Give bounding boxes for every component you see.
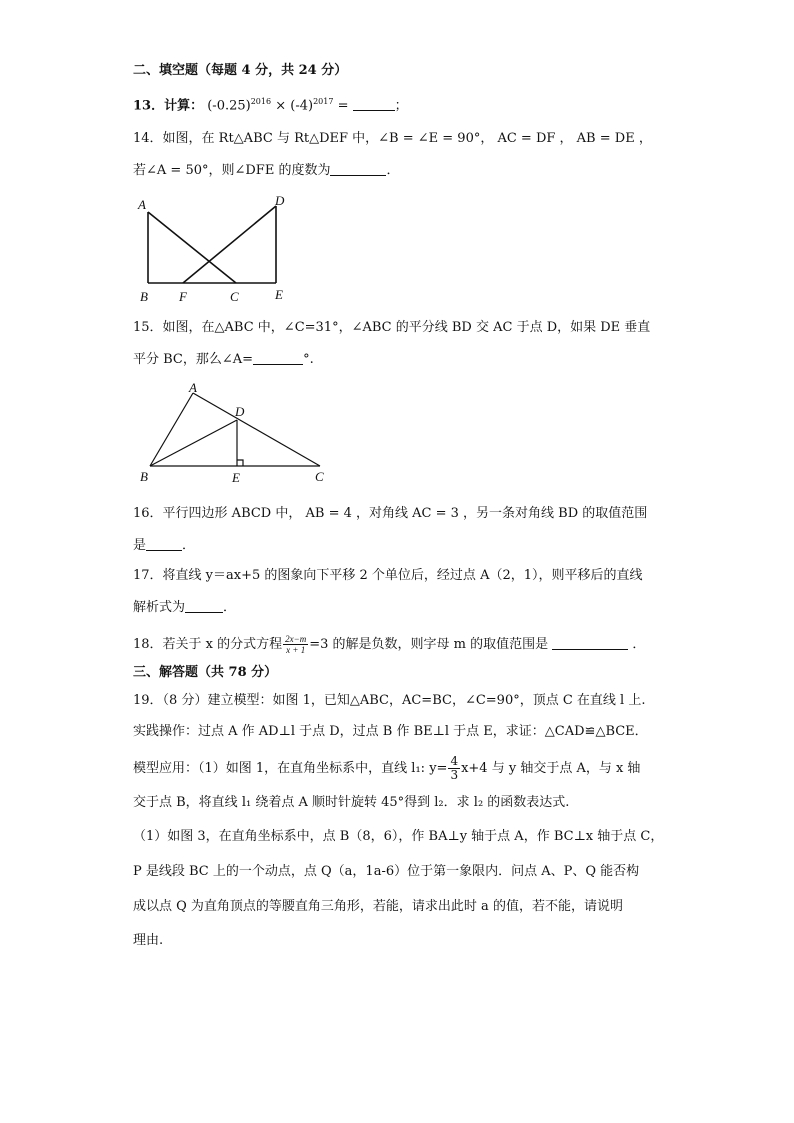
question-19-line5: （1）如图 3，在直角坐标系中，点 B（8，6），作 BA⊥y 轴于点 A，作 BC⊥x 轴于点 C，	[133, 829, 664, 844]
q19-numerator: 4	[450, 754, 459, 768]
segment-ac	[193, 393, 320, 466]
label-C: C	[230, 289, 239, 304]
q18-answer-blank[interactable]	[552, 635, 628, 650]
q13-base2: (-4)	[290, 98, 314, 114]
label-B: B	[140, 289, 148, 304]
label-B: B	[140, 469, 148, 484]
q13-exp2: 2017	[313, 97, 334, 106]
segment-ac	[148, 212, 236, 283]
q13-equals: =	[337, 98, 353, 114]
q13-number: 13．计算：	[133, 98, 204, 114]
q19-denominator: 3	[450, 768, 459, 782]
q13-suffix: ；	[394, 98, 408, 114]
question-17-line2	[133, 598, 236, 617]
label-A: A	[138, 197, 146, 212]
q14-answer-blank[interactable]	[330, 161, 386, 176]
right-angle-mark	[237, 460, 243, 466]
question-19-line3	[133, 755, 640, 782]
question-19-line6: P 是线段 BC 上的一个动点，点 Q（a，1a-6）位于第一象限内．问点 A、P、Q 能否构	[133, 864, 640, 879]
q15-answer-blank[interactable]	[253, 350, 303, 365]
question-19-line7: 成以点 Q 为直角顶点的等腰直角三角形，若能，请求出此时 a 的值，若不能，请说明	[133, 899, 623, 914]
question-19-line1: 19．（8 分）建立模型：如图 1，已知△ABC，AC=BC，∠C=90°，顶点 C 在直线 l 上.	[133, 693, 646, 708]
q15-suffix: °.	[303, 352, 314, 367]
question-19-line8: 理由.	[133, 933, 164, 948]
q13-times: ×	[275, 98, 287, 114]
question-19-line4: 交于点 B，将直线 l₁ 绕着点 A 顺时针旋转 45°得到 l₂．求 l₂ 的函数表达式.	[133, 795, 570, 810]
question-14-line1: 14．如图，在 Rt△ABC 与 Rt△DEF 中，∠B = ∠E = 90°， AC = DF ， AB = DE ，	[133, 131, 652, 146]
q18-denominator: x + 1	[286, 645, 306, 655]
q19-text-a: 模型应用：（1）如图 1，在直角坐标系中，直线 l₁: y=	[133, 761, 448, 776]
q13-base1: (-0.25)	[207, 98, 251, 114]
label-A: A	[189, 380, 197, 395]
segment-df	[183, 206, 276, 283]
label-E: E	[275, 287, 283, 302]
q17-text: 解析式为	[133, 600, 186, 615]
question-15-line1: 15．如图，在△ABC 中，∠C=31°，∠ABC 的平分线 BD 交 AC 于点 D，如果 DE 垂直	[133, 320, 651, 335]
label-D: D	[275, 193, 285, 208]
section-heading-fill-in: 二、填空题（每题 4 分，共 24 分）	[133, 63, 348, 78]
q18-suffix: ．	[632, 637, 646, 652]
q18-fraction	[283, 634, 308, 655]
q15-text: 平分 BC，那么∠A=	[133, 352, 254, 367]
q16-suffix: ．	[182, 538, 196, 553]
question-14-line2	[133, 161, 399, 180]
label-F: F	[179, 289, 187, 304]
question-19-line2: 实践操作：过点 A 作 AD⊥l 于点 D，过点 B 作 BE⊥l 于点 E，求证：△CAD≌△BCE．	[133, 724, 648, 739]
q18-text: 18．若关于 x 的分式方程	[133, 637, 283, 652]
question-18	[133, 634, 645, 655]
q13-exp1: 2016	[250, 97, 272, 106]
figure-q14	[135, 193, 295, 308]
q19-text-b: x+4 与 y 轴交于点 A，与 x 轴	[461, 761, 641, 776]
figure-q15	[135, 380, 335, 485]
q14-text: 若∠A = 50°，则∠DFE 的度数为	[133, 163, 331, 178]
q16-text: 是	[133, 538, 147, 553]
question-16-line1: 16．平行四边形 ABCD 中， AB = 4 ，对角线 AC = 3 ，另一条对角线 BD 的取值范围	[133, 506, 648, 521]
q16-answer-blank[interactable]	[146, 536, 182, 551]
question-15-line2	[133, 350, 314, 369]
q18-text-mid: =3 的解是负数，则字母 m 的取值范围是	[309, 637, 549, 652]
question-13	[133, 93, 408, 115]
question-16-line2	[133, 536, 195, 555]
question-17-line1: 17．将直线 y＝ax+5 的图象向下平移 2 个单位后，经过点 A（2，1），则平移后的直线	[133, 568, 643, 583]
label-C: C	[315, 469, 324, 484]
q13-answer-blank[interactable]	[353, 96, 395, 111]
q14-suffix: ．	[386, 163, 400, 178]
q17-suffix: ．	[223, 600, 237, 615]
label-D: D	[235, 404, 245, 419]
label-E: E	[232, 470, 240, 485]
q19-fraction	[448, 755, 460, 782]
q18-numerator: 2x−m	[285, 634, 307, 644]
q17-answer-blank[interactable]	[185, 598, 223, 613]
section-heading-answer: 三、解答题（共 78 分）	[133, 665, 278, 680]
